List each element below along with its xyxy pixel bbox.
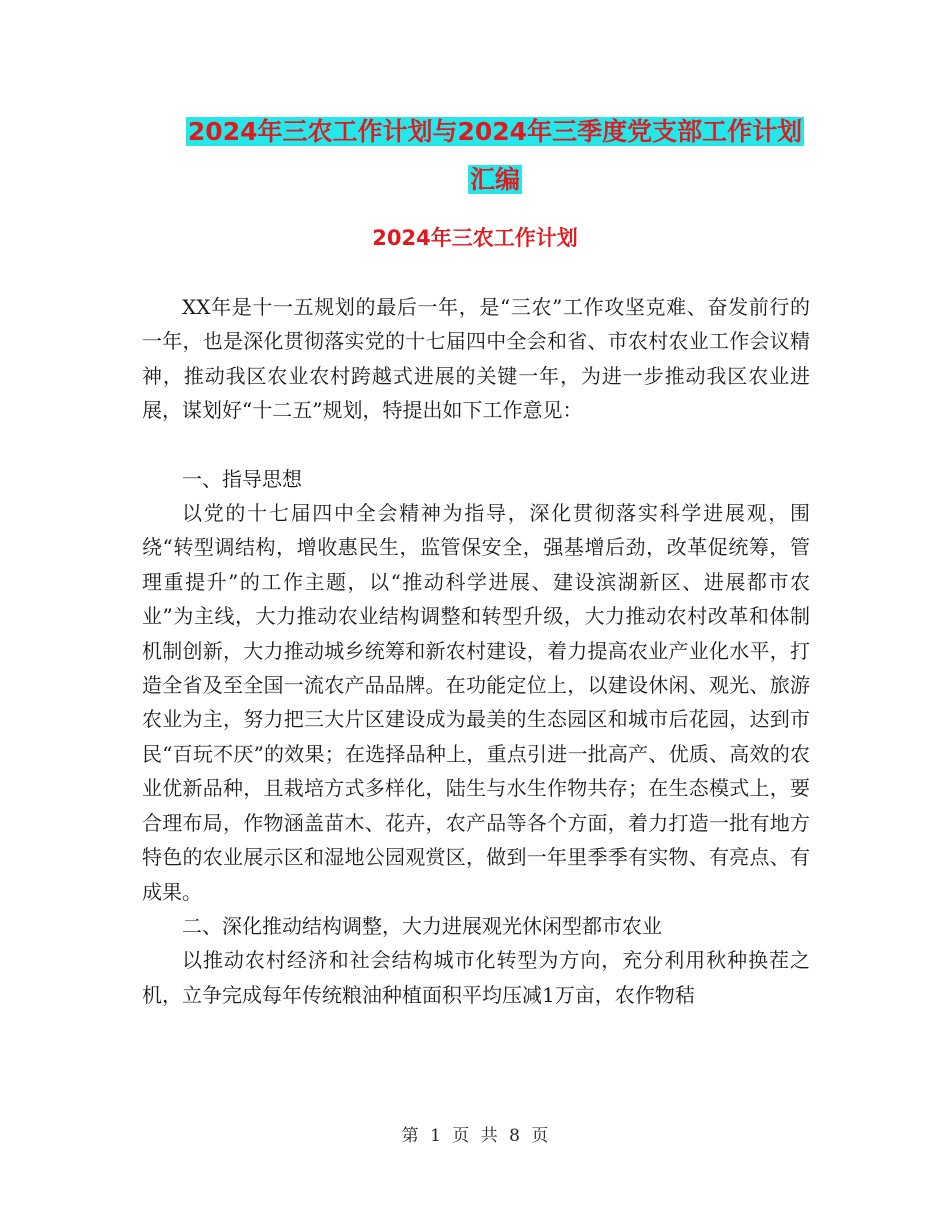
heading-structure-adjustment: 二、深化推动结构调整，大力进展观光休闲型都市农业 <box>182 913 662 938</box>
document-title-line-2: 汇编 <box>469 165 520 194</box>
heading-guiding-ideology: 一、指导思想 <box>182 466 302 491</box>
document-body <box>142 290 810 1012</box>
paragraph-intro: XX年是十一五规划的最后一年，是“三农”工作攻坚克难、奋发前行的一年，也是深化贯彻落实党的十七届四中全会和省、市农村农业工作会议精神，推动我区农业农村跨越式进展的关键一年，为进一步推动我区农业进展，谋划好“十二五”规划，特提出如下工作意见： <box>142 295 810 423</box>
section-title: 2024年三农工作计划 <box>372 226 578 250</box>
paragraph-guiding-ideology: 以党的十七届四中全会精神为指导，深化贯彻落实科学进展观，围绕“转型调结构，增收惠民生，监管保安全，强基增后劲，改革促统筹，管理重提升”的工作主题，以“推动科学进展、建设滨湖新区、进展都市农业”为主线，大力推动农业结构调整和转型升级，大力推动农村改革和体制机制创新，大力推动城乡统筹和新农村建设，着力提高农业产业化水平，打造全省及至全国一流农产品品牌。在功能定位上，以建设休闲、观光、旅游农业为主，努力把三大片区建设成为最美的生态园区和城市后花园，达到市民“百玩不厌”的效果；在选择品种上，重点引进一批高产、优质、高效的农业优新品种，且栽培方式多样化，陆生与水生作物共存；在生态模式上，要合理布局，作物涵盖苗木、花卉，农产品等各个方面，着力打造一批有地方特色的农业展示区和湿地公园观赏区，做到一年里季季有实物、有亮点、有成果。 <box>142 501 810 904</box>
document-title <box>120 108 870 204</box>
page-number-footer: 第 1 页 共 8 页 <box>401 1126 549 1146</box>
document-title-line-1: 2024年三农工作计划与2024年三季度党支部工作计划 <box>187 117 803 146</box>
paragraph-structure-adjustment: 以推动农村经济和社会结构城市化转型为方向，充分利用秋种换茬之机，立争完成每年传统粮油种植面积平均压减1万亩，农作物秸 <box>142 948 810 1007</box>
